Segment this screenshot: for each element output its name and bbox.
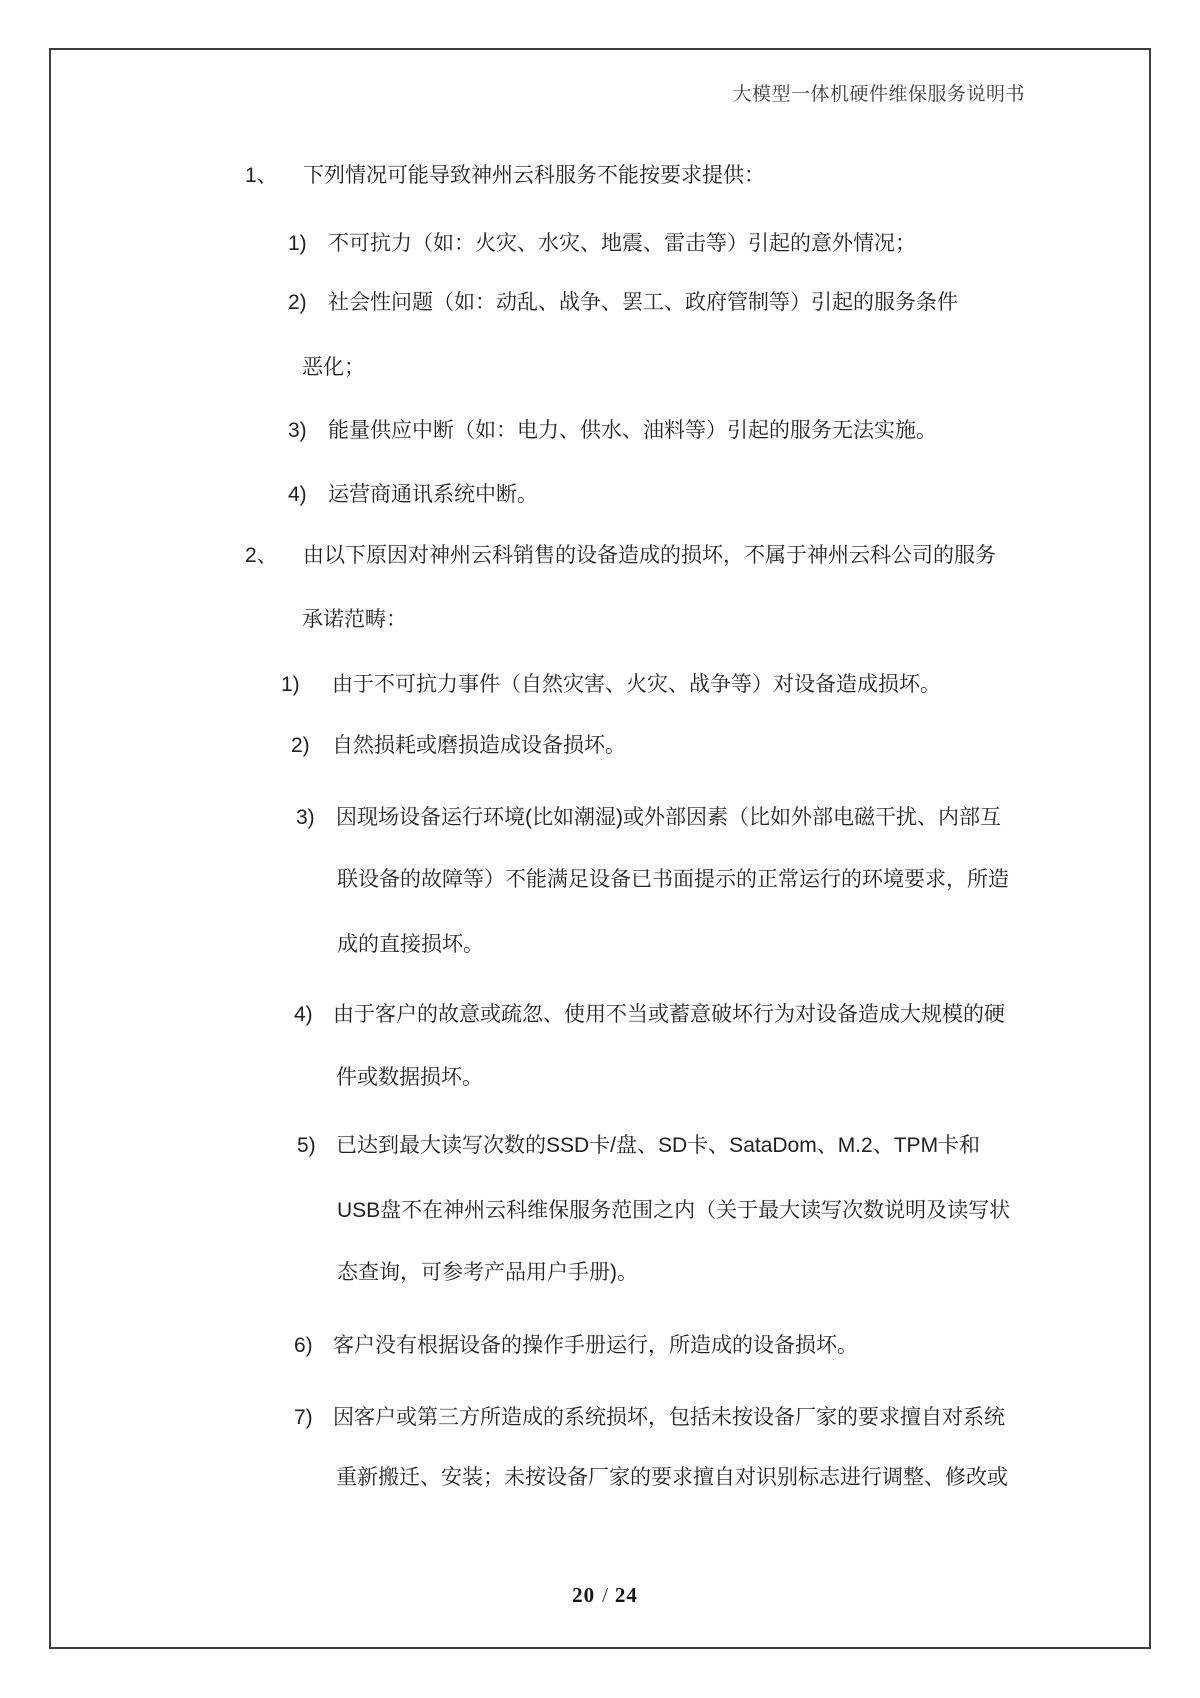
list-item-2-2	[0, 731, 1200, 761]
list-marker: 1、	[245, 164, 278, 187]
line-text: 件或数据损坏。	[336, 1066, 483, 1089]
line-text: 客户没有根据设备的操作手册运行，所造成的设备损坏。	[333, 1334, 858, 1357]
page-total: 24	[614, 1583, 638, 1607]
list-item-2-6	[0, 1331, 1200, 1361]
line-text: 联设备的故障等）不能满足设备已书面提示的正常运行的环境要求，所造	[337, 868, 1009, 891]
list-item-2-cont	[0, 605, 1200, 635]
list-marker: 5)	[297, 1134, 316, 1157]
list-item-1-2	[0, 288, 1200, 318]
line-text: 由以下原因对神州云科销售的设备造成的损坏，不属于神州云科公司的服务	[303, 544, 996, 567]
list-item-2-4-cont	[0, 1063, 1200, 1093]
line-text: 运营商通讯系统中断。	[328, 483, 538, 506]
page-header-title: 大模型一体机硬件维保服务说明书	[732, 84, 1025, 105]
list-item-2-4	[0, 1000, 1200, 1030]
page-number: 20	[572, 1583, 596, 1607]
page-footer	[0, 1583, 1200, 1608]
list-marker: 3)	[288, 419, 307, 442]
list-marker: 2)	[291, 734, 310, 757]
list-item-2	[0, 541, 1200, 571]
list-item-1-4	[0, 480, 1200, 510]
line-text: USB盘不在神州云科维保服务范围之内（关于最大读写次数说明及读写状	[337, 1199, 1011, 1222]
list-marker: 1)	[288, 232, 307, 255]
line-text: 由于客户的故意或疏忽、使用不当或蓄意破坏行为对设备造成大规模的硬	[333, 1003, 1005, 1026]
list-item-2-3-cont2	[0, 930, 1200, 960]
list-marker: 4)	[288, 483, 307, 506]
list-item-2-5-cont2	[0, 1258, 1200, 1288]
line-text: 态查询，可参考产品用户手册)。	[337, 1261, 638, 1284]
line-text: 已达到最大读写次数的SSD卡/盘、SD卡、SataDom、M.2、TPM卡和	[336, 1134, 981, 1157]
line-text: 成的直接损坏。	[337, 933, 484, 956]
line-text: 能量供应中断（如：电力、供水、油料等）引起的服务无法实施。	[328, 419, 937, 442]
line-text: 重新搬迁、安装；未按设备厂家的要求擅自对识别标志进行调整、修改或	[336, 1466, 1008, 1489]
line-text: 由于不可抗力事件（自然灾害、火灾、战争等）对设备造成损坏。	[332, 673, 941, 696]
list-marker: 2)	[288, 291, 307, 314]
list-marker: 3)	[296, 806, 315, 829]
list-marker: 7)	[294, 1406, 313, 1429]
line-text: 因客户或第三方所造成的系统损坏，包括未按设备厂家的要求擅自对系统	[333, 1406, 1005, 1429]
line-text: 承诺范畴：	[302, 608, 407, 631]
list-item-1	[0, 161, 1200, 191]
list-marker: 2、	[245, 544, 278, 567]
list-item-1-1	[0, 229, 1200, 259]
line-text: 下列情况可能导致神州云科服务不能按要求提供：	[303, 164, 765, 187]
line-text: 社会性问题（如：动乱、战争、罢工、政府管制等）引起的服务条件	[328, 291, 958, 314]
list-item-2-5	[0, 1131, 1200, 1161]
list-marker: 6)	[294, 1334, 313, 1357]
line-text: 因现场设备运行环境(比如潮湿)或外部因素（比如外部电磁干扰、内部互	[336, 806, 1001, 829]
line-text: 恶化；	[302, 356, 365, 379]
list-marker: 1)	[281, 673, 300, 696]
page-separator: /	[602, 1583, 608, 1607]
line-text: 自然损耗或磨损造成设备损坏。	[332, 734, 626, 757]
list-item-2-7-cont	[0, 1463, 1200, 1493]
list-item-2-7	[0, 1403, 1200, 1433]
list-marker: 4)	[294, 1003, 313, 1026]
list-item-2-3	[0, 803, 1200, 833]
list-item-2-5-cont	[0, 1196, 1200, 1226]
list-item-1-2-cont	[0, 353, 1200, 383]
list-item-1-3	[0, 416, 1200, 446]
list-item-2-3-cont	[0, 865, 1200, 895]
line-text: 不可抗力（如：火灾、水灾、地震、雷击等）引起的意外情况；	[328, 232, 916, 255]
list-item-2-1	[0, 670, 1200, 700]
